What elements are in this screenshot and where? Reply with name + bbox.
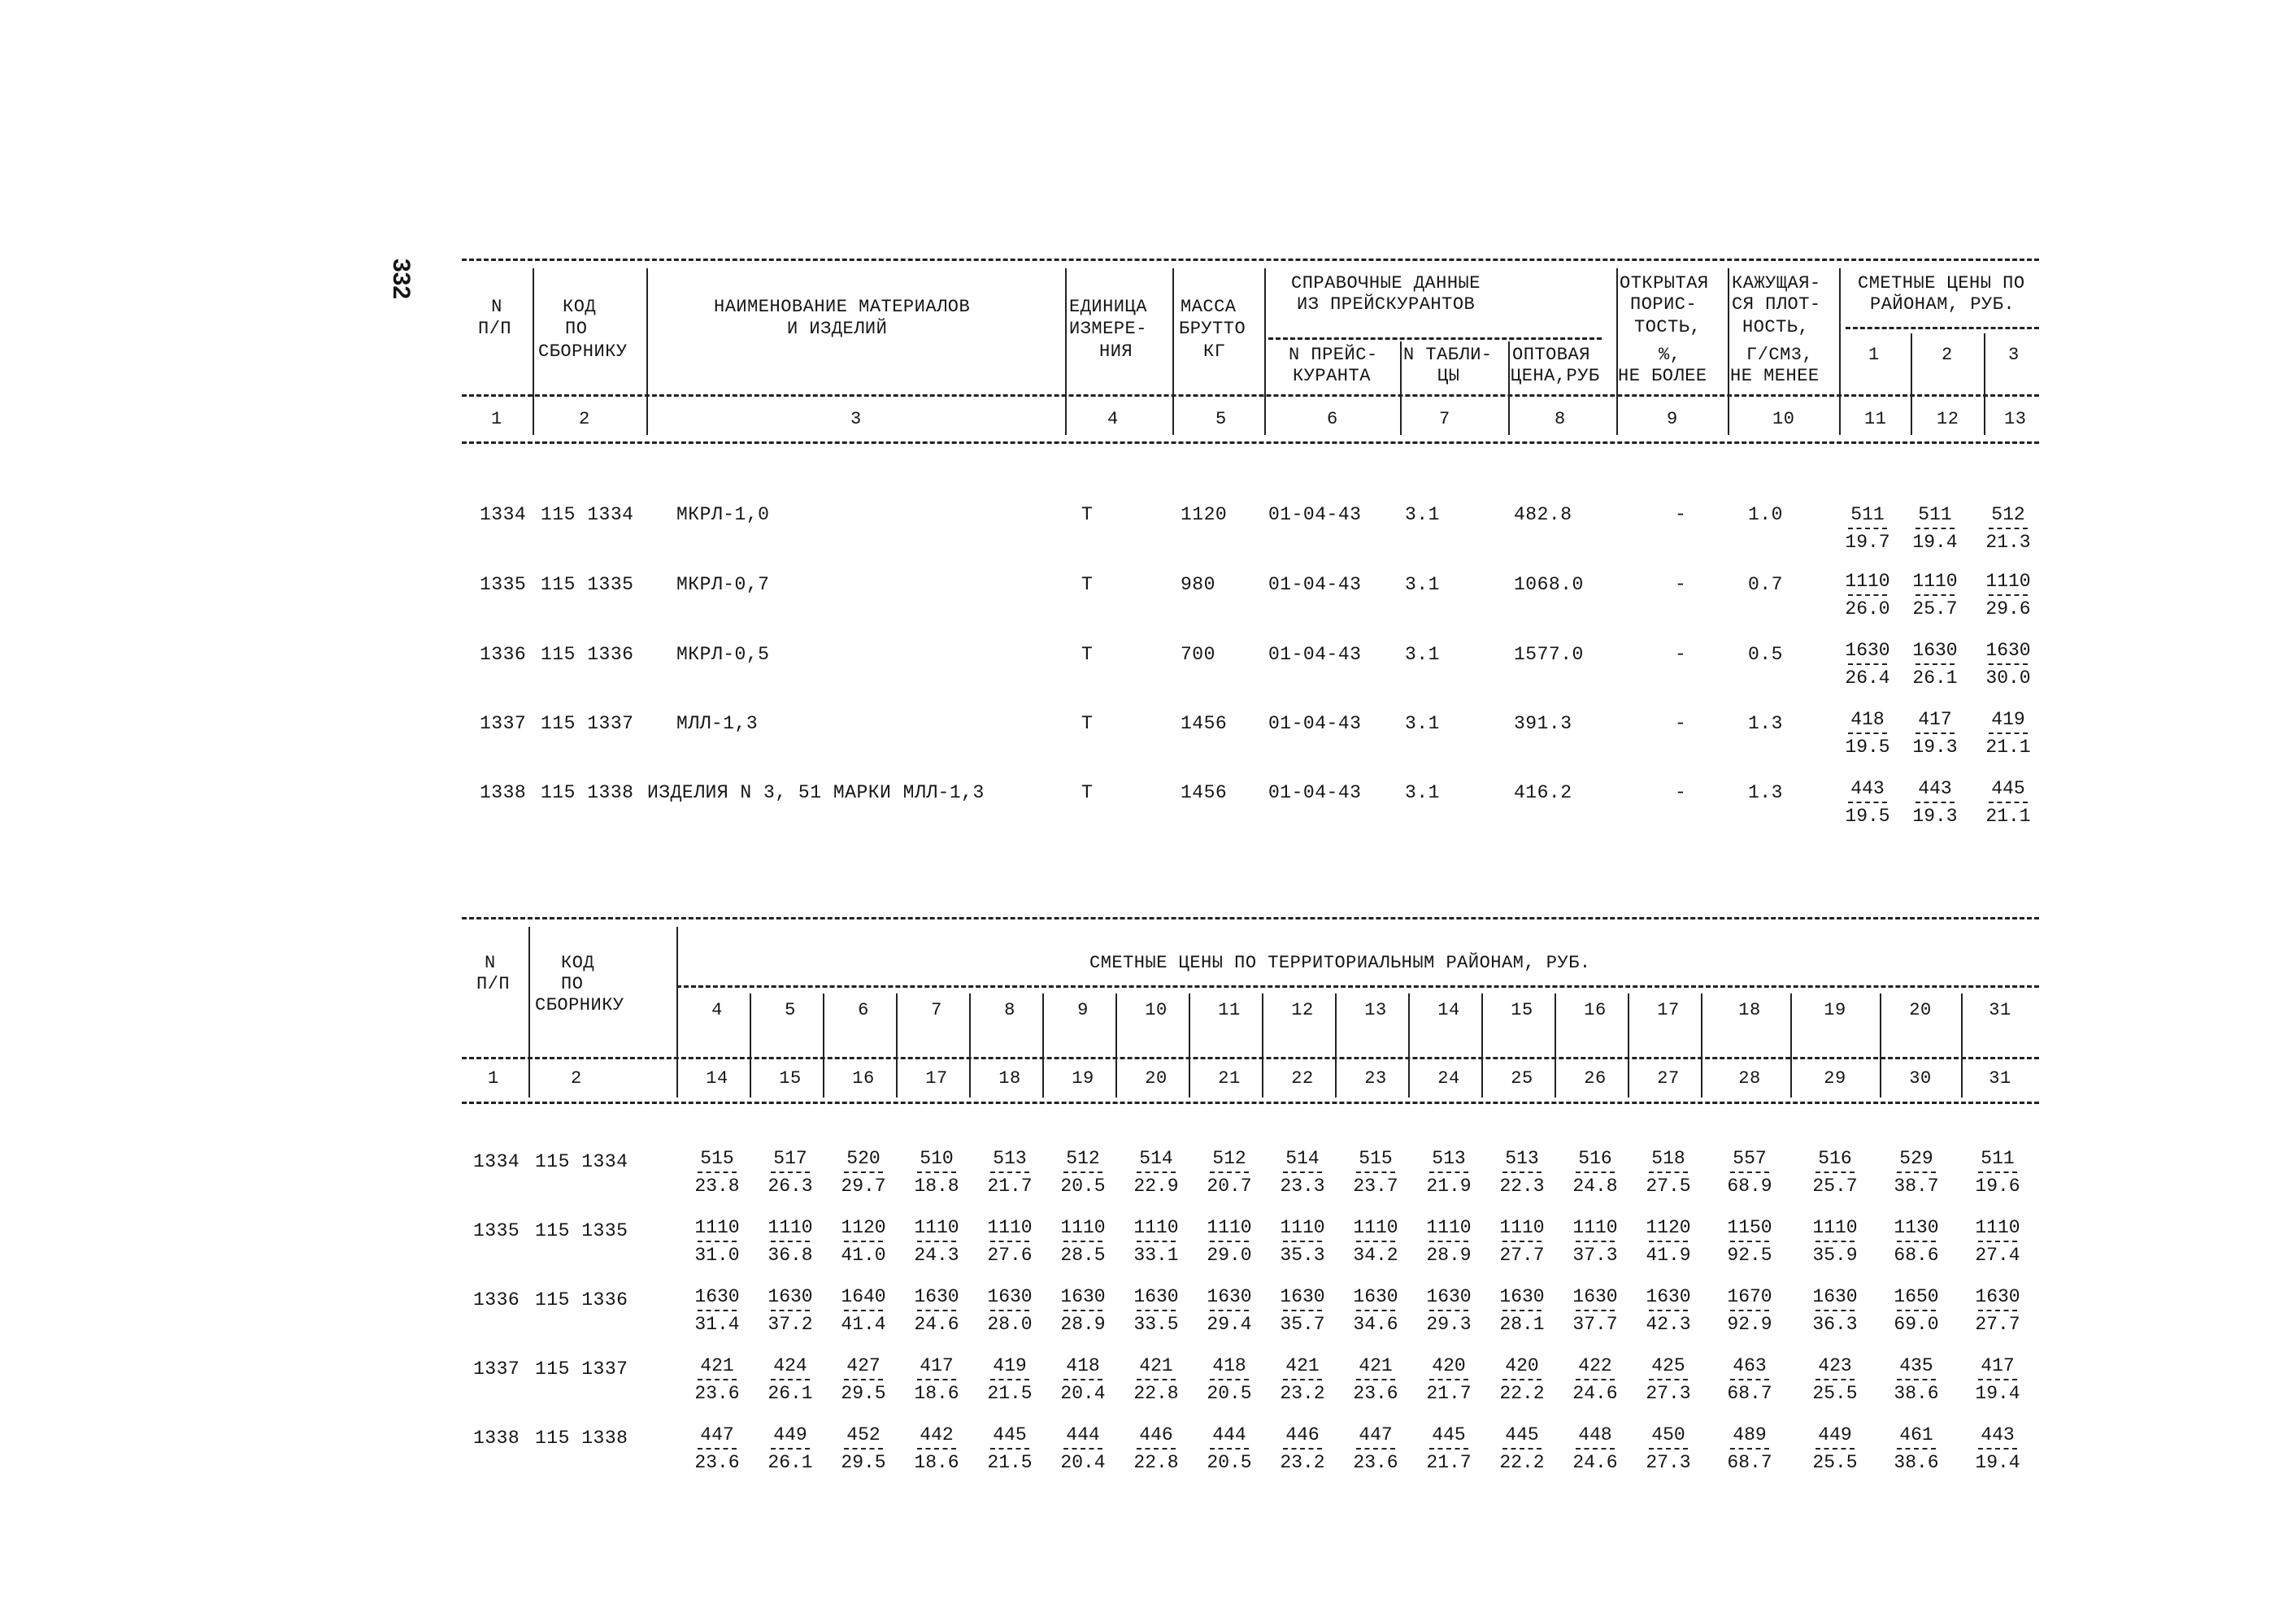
price-cell: 518 27.5 [1646, 1148, 1691, 1197]
price-cell: 449 25.5 [1812, 1424, 1858, 1473]
price-cell: 1630 42.3 [1646, 1286, 1691, 1335]
price-cell: 512 20.7 [1207, 1148, 1252, 1197]
price-cell: 1110 27.7 [1499, 1217, 1545, 1266]
price-cell: 417 19.3 [1912, 709, 1958, 758]
page-number: 332 [388, 259, 415, 300]
price-cell: 450 27.3 [1646, 1424, 1691, 1473]
t1-r5-tableno: 3.1 [1405, 782, 1440, 803]
t1-r2-name: МКРЛ-0,7 [676, 574, 770, 595]
t1-h-wholesale-2: ЦЕНА,РУБ [1511, 366, 1600, 386]
t1-r3-price: 1577.0 [1514, 644, 1584, 665]
t1-colnum-8: 8 [1555, 409, 1566, 429]
t2-district-7: 7 [931, 1000, 942, 1020]
t2-h-kod-3: СБОРНИКУ [535, 995, 624, 1015]
t1-r5-price: 416.2 [1514, 782, 1572, 803]
t1-r1-price: 482.8 [1514, 504, 1572, 525]
price-cell: 1630 31.4 [694, 1286, 740, 1335]
t2-district-18: 18 [1738, 1000, 1761, 1020]
price-cell: 1630 35.7 [1280, 1286, 1325, 1335]
price-cell: 445 21.1 [1985, 778, 2031, 827]
t1-h-smeta-col-2: 2 [1942, 345, 1953, 365]
price-cell: 1110 35.3 [1280, 1217, 1325, 1266]
price-cell: 445 21.5 [987, 1424, 1033, 1473]
t2-row-kod: 115 1336 [535, 1289, 628, 1311]
t1-h-np-1: N [491, 297, 502, 317]
t1-r4-name: МЛЛ-1,3 [676, 713, 759, 734]
price-cell: 1120 41.9 [1646, 1217, 1691, 1266]
t2-h-np-1: N [485, 953, 496, 973]
t1-h-smeta-2: РАЙОНАМ, РУБ. [1870, 294, 2016, 315]
price-cell: 515 23.8 [694, 1148, 740, 1197]
t1-r3-np: 1336 [480, 644, 527, 665]
price-cell: 1630 30.0 [1985, 640, 2031, 689]
price-cell: 445 21.7 [1426, 1424, 1472, 1473]
price-cell: 461 38.6 [1894, 1424, 1939, 1473]
t1-h-poros-4: %, [1659, 345, 1681, 365]
t2-colnum-25: 25 [1511, 1068, 1533, 1089]
t1-h-ref-2: ИЗ ПРЕЙСКУРАНТОВ [1297, 294, 1476, 315]
t1-h-wholesale-1: ОПТОВАЯ [1512, 345, 1590, 365]
t2-district-6: 6 [858, 1000, 869, 1020]
price-cell: 514 23.3 [1280, 1148, 1325, 1197]
price-cell: 1120 41.0 [841, 1217, 886, 1266]
price-cell: 516 25.7 [1812, 1148, 1858, 1197]
price-cell: 512 21.3 [1985, 504, 2031, 553]
t1-h-ref-1: СПРАВОЧНЫЕ ДАННЫЕ [1291, 273, 1481, 293]
price-cell: 424 26.1 [768, 1355, 813, 1404]
t1-r1-porosity: - [1675, 504, 1687, 525]
t2-colnum-27: 27 [1657, 1068, 1680, 1089]
t1-r1-tableno: 3.1 [1405, 504, 1440, 525]
price-cell: 1630 28.1 [1499, 1286, 1545, 1335]
price-cell: 1110 34.2 [1353, 1217, 1398, 1266]
t2-row-kod: 115 1337 [535, 1358, 628, 1380]
price-cell: 1630 28.0 [987, 1286, 1033, 1335]
price-cell: 418 20.4 [1060, 1355, 1106, 1404]
t1-h-pricelist-1: N ПРЕЙС- [1289, 345, 1378, 365]
t1-colnum-11: 11 [1864, 409, 1887, 429]
price-cell: 421 23.2 [1280, 1355, 1325, 1404]
t2-row-np: 1337 [473, 1358, 520, 1380]
t1-h-poros-3: ТОСТЬ, [1634, 317, 1702, 337]
t1-r2-pricelist: 01-04-43 [1268, 574, 1362, 595]
price-cell: 417 19.4 [1975, 1355, 2020, 1404]
t1-h-poros-2: ПОРИС- [1630, 294, 1698, 315]
t1-r3-unit: Т [1081, 644, 1094, 665]
t2-colnum-19: 19 [1072, 1068, 1094, 1089]
price-cell: 448 24.6 [1572, 1424, 1618, 1473]
t1-r4-unit: Т [1081, 713, 1094, 734]
price-cell: 1630 33.5 [1133, 1286, 1179, 1335]
t2-colnum-21: 21 [1218, 1068, 1241, 1089]
price-cell: 418 20.5 [1207, 1355, 1252, 1404]
price-cell: 452 29.5 [841, 1424, 886, 1473]
t1-r5-unit: Т [1081, 782, 1094, 803]
t2-district-19: 19 [1824, 1000, 1846, 1020]
price-cell: 444 20.4 [1060, 1424, 1106, 1473]
price-cell: 1110 28.9 [1426, 1217, 1472, 1266]
price-cell: 443 19.5 [1845, 778, 1890, 827]
t2-colnum-26: 26 [1584, 1068, 1607, 1089]
t2-district-20: 20 [1909, 1000, 1932, 1020]
price-cell: 445 22.2 [1499, 1424, 1545, 1473]
price-cell: 1110 26.0 [1845, 571, 1890, 619]
price-cell: 513 22.3 [1499, 1148, 1545, 1197]
t2-colnum-30: 30 [1909, 1068, 1932, 1089]
t2-district-17: 17 [1657, 1000, 1680, 1020]
price-cell: 421 22.8 [1133, 1355, 1179, 1404]
t2-row-np: 1338 [473, 1428, 520, 1449]
t2-district-12: 12 [1291, 1000, 1314, 1020]
t1-r1-mass: 1120 [1181, 504, 1228, 525]
price-cell: 516 24.8 [1572, 1148, 1618, 1197]
t1-h-dens-5: НЕ МЕНЕЕ [1730, 366, 1820, 386]
price-cell: 443 19.3 [1912, 778, 1958, 827]
t1-r2-price: 1068.0 [1514, 574, 1584, 595]
price-cell: 449 26.1 [768, 1424, 813, 1473]
t1-r1-name: МКРЛ-1,0 [676, 504, 770, 525]
t2-colnum-16: 16 [852, 1068, 875, 1089]
t1-r3-porosity: - [1675, 644, 1687, 665]
t2-district-11: 11 [1218, 1000, 1241, 1020]
price-cell: 515 23.7 [1353, 1148, 1398, 1197]
t1-h-poros-5: НЕ БОЛЕЕ [1618, 366, 1707, 386]
t1-r4-pricelist: 01-04-43 [1268, 713, 1362, 734]
price-cell: 529 38.7 [1894, 1148, 1939, 1197]
t2-colnum-17: 17 [925, 1068, 948, 1089]
price-cell: 442 18.6 [914, 1424, 959, 1473]
price-cell: 520 29.7 [841, 1148, 886, 1197]
price-cell: 513 21.7 [987, 1148, 1033, 1197]
t1-r5-porosity: - [1675, 782, 1687, 803]
t2-colnum-15: 15 [779, 1068, 802, 1089]
t1-h-poros-1: ОТКРЫТАЯ [1620, 273, 1709, 293]
price-cell: 419 21.1 [1985, 709, 2031, 758]
t1-r1-pricelist: 01-04-43 [1268, 504, 1362, 525]
price-cell: 421 23.6 [694, 1355, 740, 1404]
t1-h-unit-3: НИЯ [1099, 341, 1133, 362]
t2-row-kod: 115 1335 [535, 1220, 628, 1241]
price-cell: 1130 68.6 [1894, 1217, 1939, 1266]
price-cell: 511 19.6 [1975, 1148, 2020, 1197]
t1-h-smeta-col-1: 1 [1868, 345, 1880, 365]
price-cell: 446 22.8 [1133, 1424, 1179, 1473]
t1-r4-kod: 115 1337 [541, 713, 634, 734]
t1-r4-np: 1337 [480, 713, 527, 734]
t1-r1-kod: 115 1334 [541, 504, 634, 525]
t1-r2-density: 0.7 [1748, 574, 1783, 595]
price-cell: 511 19.7 [1845, 504, 1890, 553]
t2-row-np: 1336 [473, 1289, 520, 1311]
t1-h-smeta-1: СМЕТНЫЕ ЦЕНЫ ПО [1858, 273, 2025, 293]
t1-colnum-13: 13 [2004, 409, 2027, 429]
t1-h-mass-2: БРУТТО [1179, 319, 1246, 339]
price-cell: 1630 24.6 [914, 1286, 959, 1335]
price-cell: 1640 41.4 [841, 1286, 886, 1335]
t2-row-np: 1335 [473, 1220, 520, 1241]
t1-r4-price: 391.3 [1514, 713, 1572, 734]
t2-colnum-28: 28 [1738, 1068, 1761, 1089]
t1-h-dens-1: КАЖУЩАЯ- [1732, 273, 1821, 293]
price-cell: 418 19.5 [1845, 709, 1890, 758]
t1-colnum-1: 1 [491, 409, 502, 429]
price-cell: 1110 24.3 [914, 1217, 959, 1266]
price-cell: 1110 29.0 [1207, 1217, 1252, 1266]
t2-row-kod: 115 1338 [535, 1428, 628, 1449]
t2-h-kod-1: КОД [561, 953, 595, 973]
price-cell: 447 23.6 [1353, 1424, 1398, 1473]
t1-r4-mass: 1456 [1181, 713, 1228, 734]
t2-district-14: 14 [1437, 1000, 1460, 1020]
price-cell: 1630 34.6 [1353, 1286, 1398, 1335]
t1-r2-tableno: 3.1 [1405, 574, 1440, 595]
price-cell: 512 20.5 [1060, 1148, 1106, 1197]
t1-colnum-6: 6 [1327, 409, 1338, 429]
price-cell: 1650 69.0 [1894, 1286, 1939, 1335]
t1-colnum-12: 12 [1937, 409, 1959, 429]
price-cell: 417 18.6 [914, 1355, 959, 1404]
t2-colnum-23: 23 [1364, 1068, 1387, 1089]
t1-r2-porosity: - [1675, 574, 1687, 595]
t2-district-5: 5 [785, 1000, 796, 1020]
t2-district-31: 31 [1989, 1000, 2011, 1020]
t1-r5-density: 1.3 [1748, 782, 1783, 803]
price-cell: 1630 37.2 [768, 1286, 813, 1335]
t1-r4-porosity: - [1675, 713, 1687, 734]
price-cell: 422 24.6 [1572, 1355, 1618, 1404]
t1-h-kod-3: СБОРНИКУ [538, 341, 628, 362]
t1-r5-np: 1338 [480, 782, 527, 803]
t1-r1-np: 1334 [480, 504, 527, 525]
price-cell: 435 38.6 [1894, 1355, 1939, 1404]
price-cell: 463 68.7 [1727, 1355, 1772, 1404]
price-cell: 443 19.4 [1975, 1424, 2020, 1473]
price-cell: 1630 26.1 [1912, 640, 1958, 689]
price-cell: 1150 92.5 [1727, 1217, 1772, 1266]
t1-r2-kod: 115 1335 [541, 574, 634, 595]
price-cell: 420 21.7 [1426, 1355, 1472, 1404]
price-cell: 1630 27.7 [1975, 1286, 2020, 1335]
t1-h-dens-2: СЯ ПЛОТ- [1732, 294, 1821, 315]
price-cell: 514 22.9 [1133, 1148, 1179, 1197]
t2-district-10: 10 [1145, 1000, 1168, 1020]
t2-district-9: 9 [1077, 1000, 1089, 1020]
t1-r3-pricelist: 01-04-43 [1268, 644, 1362, 665]
t1-h-kod-1: КОД [563, 297, 597, 317]
t2-row-np: 1334 [473, 1151, 520, 1172]
t2-district-8: 8 [1004, 1000, 1015, 1020]
price-cell: 419 21.5 [987, 1355, 1033, 1404]
t1-r2-np: 1335 [480, 574, 527, 595]
price-cell: 1110 27.6 [987, 1217, 1033, 1266]
t1-r5-kod: 115 1338 [541, 782, 634, 803]
price-cell: 1670 92.9 [1727, 1286, 1772, 1335]
t1-h-unit-2: ИЗМЕРЕ- [1069, 319, 1147, 339]
t1-h-tableno-1: N ТАБЛИ- [1403, 345, 1493, 365]
t1-h-name-2: И ИЗДЕЛИЙ [787, 319, 888, 339]
t1-colnum-5: 5 [1215, 409, 1227, 429]
price-cell: 420 22.2 [1499, 1355, 1545, 1404]
t2-colnum-1: 1 [488, 1068, 499, 1089]
t1-h-mass-3: КГ [1203, 341, 1226, 362]
t2-colnum-31: 31 [1989, 1068, 2011, 1089]
t1-r5-mass: 1456 [1181, 782, 1228, 803]
price-cell: 510 18.8 [914, 1148, 959, 1197]
t1-h-mass-1: МАССА [1181, 297, 1237, 317]
t1-h-pricelist-2: КУРАНТА [1293, 366, 1371, 386]
price-cell: 1110 33.1 [1133, 1217, 1179, 1266]
price-cell: 423 25.5 [1812, 1355, 1858, 1404]
price-cell: 511 19.4 [1912, 504, 1958, 553]
price-cell: 1110 35.9 [1812, 1217, 1858, 1266]
t1-colnum-2: 2 [579, 409, 590, 429]
t1-r1-unit: Т [1081, 504, 1094, 525]
t2-colnum-14: 14 [706, 1068, 728, 1089]
price-cell: 1110 27.4 [1975, 1217, 2020, 1266]
t2-district-13: 13 [1364, 1000, 1387, 1020]
price-cell: 1110 36.8 [768, 1217, 813, 1266]
price-cell: 1630 26.4 [1845, 640, 1890, 689]
price-cell: 1630 37.7 [1572, 1286, 1618, 1335]
t1-h-dens-4: Г/СМ3, [1746, 345, 1814, 365]
price-cell: 1110 28.5 [1060, 1217, 1106, 1266]
t1-r3-mass: 700 [1181, 644, 1215, 665]
price-cell: 427 29.5 [841, 1355, 886, 1404]
t2-colnum-29: 29 [1824, 1068, 1846, 1089]
t1-colnum-7: 7 [1439, 409, 1450, 429]
t1-r2-unit: Т [1081, 574, 1094, 595]
price-cell: 1110 25.7 [1912, 571, 1958, 619]
price-cell: 1630 36.3 [1812, 1286, 1858, 1335]
price-cell: 513 21.9 [1426, 1148, 1472, 1197]
price-cell: 1630 29.4 [1207, 1286, 1252, 1335]
price-cell: 1110 29.6 [1985, 571, 2031, 619]
price-cell: 1630 28.9 [1060, 1286, 1106, 1335]
t2-colnum-24: 24 [1437, 1068, 1460, 1089]
price-cell: 447 23.6 [694, 1424, 740, 1473]
t2-district-16: 16 [1584, 1000, 1607, 1020]
price-cell: 446 23.2 [1280, 1424, 1325, 1473]
t2-colnum-18: 18 [998, 1068, 1021, 1089]
t2-district-15: 15 [1511, 1000, 1533, 1020]
t1-r4-tableno: 3.1 [1405, 713, 1440, 734]
t1-h-dens-3: НОСТЬ, [1742, 317, 1810, 337]
price-cell: 425 27.3 [1646, 1355, 1691, 1404]
price-cell: 489 68.7 [1727, 1424, 1772, 1473]
t1-colnum-3: 3 [850, 409, 862, 429]
t1-colnum-10: 10 [1772, 409, 1795, 429]
price-cell: 421 23.6 [1353, 1355, 1398, 1404]
price-cell: 444 20.5 [1207, 1424, 1252, 1473]
t1-r5-pricelist: 01-04-43 [1268, 782, 1362, 803]
price-cell: 1110 37.3 [1572, 1217, 1618, 1266]
t1-colnum-4: 4 [1107, 409, 1119, 429]
t1-r3-density: 0.5 [1748, 644, 1783, 665]
t2-h-np-2: П/П [476, 974, 511, 994]
t1-r3-tableno: 3.1 [1405, 644, 1440, 665]
price-cell: 557 68.9 [1727, 1148, 1772, 1197]
t1-r3-kod: 115 1336 [541, 644, 634, 665]
price-cell: 517 26.3 [768, 1148, 813, 1197]
t2-colnum-2: 2 [571, 1068, 582, 1089]
t1-h-tableno-2: ЦЫ [1437, 366, 1460, 386]
t2-row-kod: 115 1334 [535, 1151, 628, 1172]
t2-colnum-22: 22 [1291, 1068, 1314, 1089]
t1-h-kod-2: ПО [565, 319, 588, 339]
t1-h-name-1: НАИМЕНОВАНИЕ МАТЕРИАЛОВ [714, 297, 971, 317]
t1-colnum-9: 9 [1667, 409, 1678, 429]
t1-r5-name: ИЗДЕЛИЯ N 3, 51 МАРКИ МЛЛ-1,3 [647, 782, 985, 803]
t2-h-title: СМЕТНЫЕ ЦЕНЫ ПО ТЕРРИТОРИАЛЬНЫМ РАЙОНАМ, РУБ. [1089, 953, 1591, 973]
t1-r3-name: МКРЛ-0,5 [676, 644, 770, 665]
t2-colnum-20: 20 [1145, 1068, 1168, 1089]
t1-h-smeta-col-3: 3 [2008, 345, 2020, 365]
t1-r1-density: 1.0 [1748, 504, 1783, 525]
t1-r2-mass: 980 [1181, 574, 1215, 595]
t1-h-np-2: П/П [478, 319, 512, 339]
t1-h-unit-1: ЕДИНИЦА [1069, 297, 1147, 317]
t2-h-kod-2: ПО [561, 974, 584, 994]
price-cell: 1110 31.0 [694, 1217, 740, 1266]
t1-r4-density: 1.3 [1748, 713, 1783, 734]
t2-district-4: 4 [711, 1000, 723, 1020]
price-cell: 1630 29.3 [1426, 1286, 1472, 1335]
